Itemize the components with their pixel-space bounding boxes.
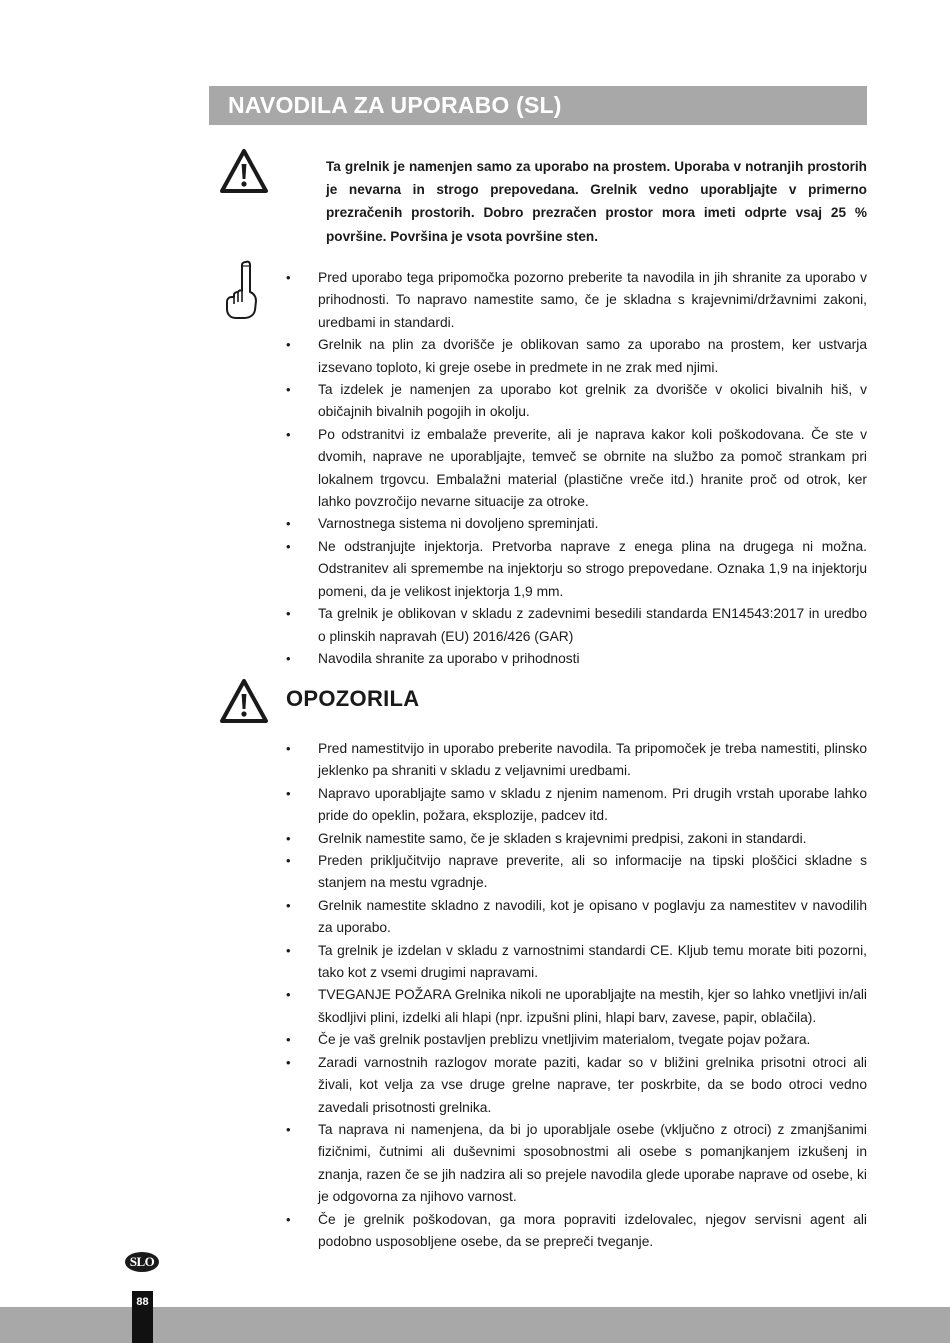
list-item-text: Pred uporabo tega pripomočka pozorno preberite ta navodila in jih shranite za uporabo v prihodnosti. To napravo namestite samo, če je skladna s krajevnimi/državnimi zakoni, uredbami in standardi. bbox=[318, 270, 867, 330]
bullet-icon: • bbox=[286, 1121, 291, 1137]
list-item bbox=[285, 850, 867, 895]
list-item bbox=[285, 1052, 867, 1119]
title-bar bbox=[209, 86, 867, 125]
warning-triangle-icon bbox=[219, 148, 269, 194]
list-item bbox=[285, 895, 867, 940]
list-item-text: Navodila shranite za uporabo v prihodnosti bbox=[318, 650, 580, 666]
list-item bbox=[285, 513, 867, 535]
list-item bbox=[285, 536, 867, 603]
bullet-icon: • bbox=[286, 538, 291, 554]
list-item-text: Preden priključitvijo naprave preverite, ali so informacije na tipski ploščici skladne s stanjem na mestu vgradnje. bbox=[318, 853, 867, 891]
bullet-icon: • bbox=[286, 1211, 291, 1227]
list-item bbox=[285, 424, 867, 514]
list-item-text: Ta grelnik je oblikovan v skladu z zadevnimi besedili standarda EN14543:2017 in uredbo o plinskih napravah (EU) 2016/426 (GAR) bbox=[318, 606, 867, 644]
notes-list bbox=[285, 267, 867, 670]
list-item bbox=[285, 648, 867, 670]
bullet-icon: • bbox=[286, 426, 291, 442]
list-item-text: Če je grelnik poškodovan, ga mora popraviti izdelovalec, njegov servisni agent ali podobno usposobljene osebe, da se prepreči tveganje. bbox=[318, 1211, 867, 1249]
page-title: NAVODILA ZA UPORABO (SL) bbox=[228, 92, 562, 118]
bullet-icon: • bbox=[286, 650, 291, 666]
list-item-text: Pred namestitvijo in uporabo preberite navodila. Ta pripomoček je treba namestiti, plinsko jeklenko pa shraniti v skladu z veljavnimi uredbami. bbox=[318, 741, 867, 779]
list-item-text: Ne odstranjujte injektorja. Pretvorba naprave z enega plina na drugega ni možna. Odstranitev ali spremembe na injektorju so strogo prepovedane. Oznaka 1,9 na injektorju pomeni, da je velikost injektorja 1,9 mm. bbox=[318, 538, 867, 599]
list-item-text: Zaradi varnostnih razlogov morate paziti, kadar so v bližini grelnika prisotni otroci ali živali, kot velja za vse druge grelne naprave, ter poskrbite, da se bodo otroci vedno zavedali prisotnosti grelnika. bbox=[318, 1054, 867, 1115]
list-item-text: Po odstranitvi iz embalaže preverite, ali je naprava kakor koli poškodovana. Če ste v dvomih, naprave ne uporabljajte, temveč se obrnite na službo za pomoč strankam pri lokalnem trgovcu. Embalažni material (plastične vreče itd.) hranite proč od otrok, ker lahko povzročijo nevarne situacije za otroke. bbox=[318, 426, 867, 510]
warnings-list bbox=[285, 738, 867, 1253]
bullet-icon: • bbox=[286, 741, 291, 756]
list-item-text: Če je vaš grelnik postavljen preblizu vnetljivim materialom, tvegate pojav požara. bbox=[318, 1032, 811, 1048]
list-item bbox=[285, 1029, 867, 1051]
bullet-icon: • bbox=[286, 830, 291, 846]
list-item bbox=[285, 1119, 867, 1209]
bullet-icon: • bbox=[286, 1054, 291, 1070]
list-item-text: Grelnik na plin za dvorišče je oblikovan samo za uporabo na prostem, ker ustvarja izsevano toploto, ki greje osebe in predmete in ne zrak med njimi. bbox=[318, 337, 867, 375]
page-number: 88 bbox=[132, 1291, 153, 1343]
list-item-text: Ta naprava ni namenjena, da bi jo uporabljale osebe (vključno z otroci) z zmanjšanimi fizičnimi, čutnimi ali duševnimi sposobnostmi ali osebe s pomanjkanjem izkušenj in znanja, razen če se jih nadzira ali so prejele navodila glede uporabe naprave od osebe, ki je odgovorna za njihovo varnost. bbox=[318, 1121, 867, 1205]
bullet-icon: • bbox=[286, 897, 291, 913]
list-item bbox=[285, 783, 867, 828]
list-item-text: TVEGANJE POŽARA Grelnika nikoli ne uporabljajte na mestih, kjer so lahko vnetljivi in/ali škodljivi plini, izdelki ali hlapi (npr. izpušni plini, hlapi barv, zavese, papir, oblačila). bbox=[318, 987, 867, 1025]
intro-warning-text: Ta grelnik je namenjen samo za uporabo na prostem. Uporaba v notranjih prostorih je nevarna in strogo prepovedana. Grelnik vedno uporabljajte v primerno prezračenih prostorih. Dobro prezračen prostor mora imeti odprte vsaj 25 % površine. Površina je vsota površine sten. bbox=[326, 159, 867, 244]
bullet-icon: • bbox=[286, 942, 291, 958]
bullet-icon: • bbox=[286, 1032, 291, 1048]
pointing-finger-icon bbox=[222, 258, 260, 320]
language-badge: SLO bbox=[125, 1252, 159, 1272]
bullet-icon: • bbox=[286, 382, 291, 398]
list-item-text: Grelnik namestite skladno z navodili, kot je opisano v poglavju za namestitev v navodilih za uporabo. bbox=[318, 897, 867, 936]
bullet-icon: • bbox=[286, 785, 291, 801]
list-item-text: Ta izdelek je namenjen za uporabo kot grelnik za dvorišče v okolici bivalnih hiš, v običajnih bivalnih pogojih in okolju. bbox=[318, 382, 867, 420]
bullet-icon: • bbox=[286, 270, 291, 285]
list-item-text: Varnostnega sistema ni dovoljeno spreminjati. bbox=[318, 516, 599, 532]
list-item bbox=[285, 738, 867, 783]
list-item bbox=[285, 1209, 867, 1254]
list-item-text: Napravo uporabljajte samo v skladu z njenim namenom. Pri drugih vrstah uporabe lahko pride do opeklin, požara, eksplozije, padcev itd. bbox=[318, 785, 867, 824]
list-item bbox=[285, 940, 867, 985]
bullet-icon: • bbox=[286, 987, 291, 1003]
list-item bbox=[285, 984, 867, 1029]
bullet-icon: • bbox=[286, 337, 291, 353]
list-item-text: Grelnik namestite samo, če je skladen s krajevnimi predpisi, zakoni in standardi. bbox=[318, 830, 807, 846]
list-item bbox=[285, 334, 867, 379]
section-heading: OPOZORILA bbox=[286, 686, 420, 711]
bullet-icon: • bbox=[286, 516, 291, 532]
list-item bbox=[285, 828, 867, 850]
bullet-icon: • bbox=[286, 606, 291, 622]
bullet-icon: • bbox=[286, 853, 291, 869]
list-item bbox=[285, 603, 867, 648]
warning-triangle-icon bbox=[219, 678, 269, 724]
list-item-text: Ta grelnik je izdelan v skladu z varnostnimi standardi CE. Kljub temu morate biti pozorni, tako kot z vsemi drugimi napravami. bbox=[318, 942, 867, 981]
list-item bbox=[285, 379, 867, 424]
list-item bbox=[285, 267, 867, 334]
